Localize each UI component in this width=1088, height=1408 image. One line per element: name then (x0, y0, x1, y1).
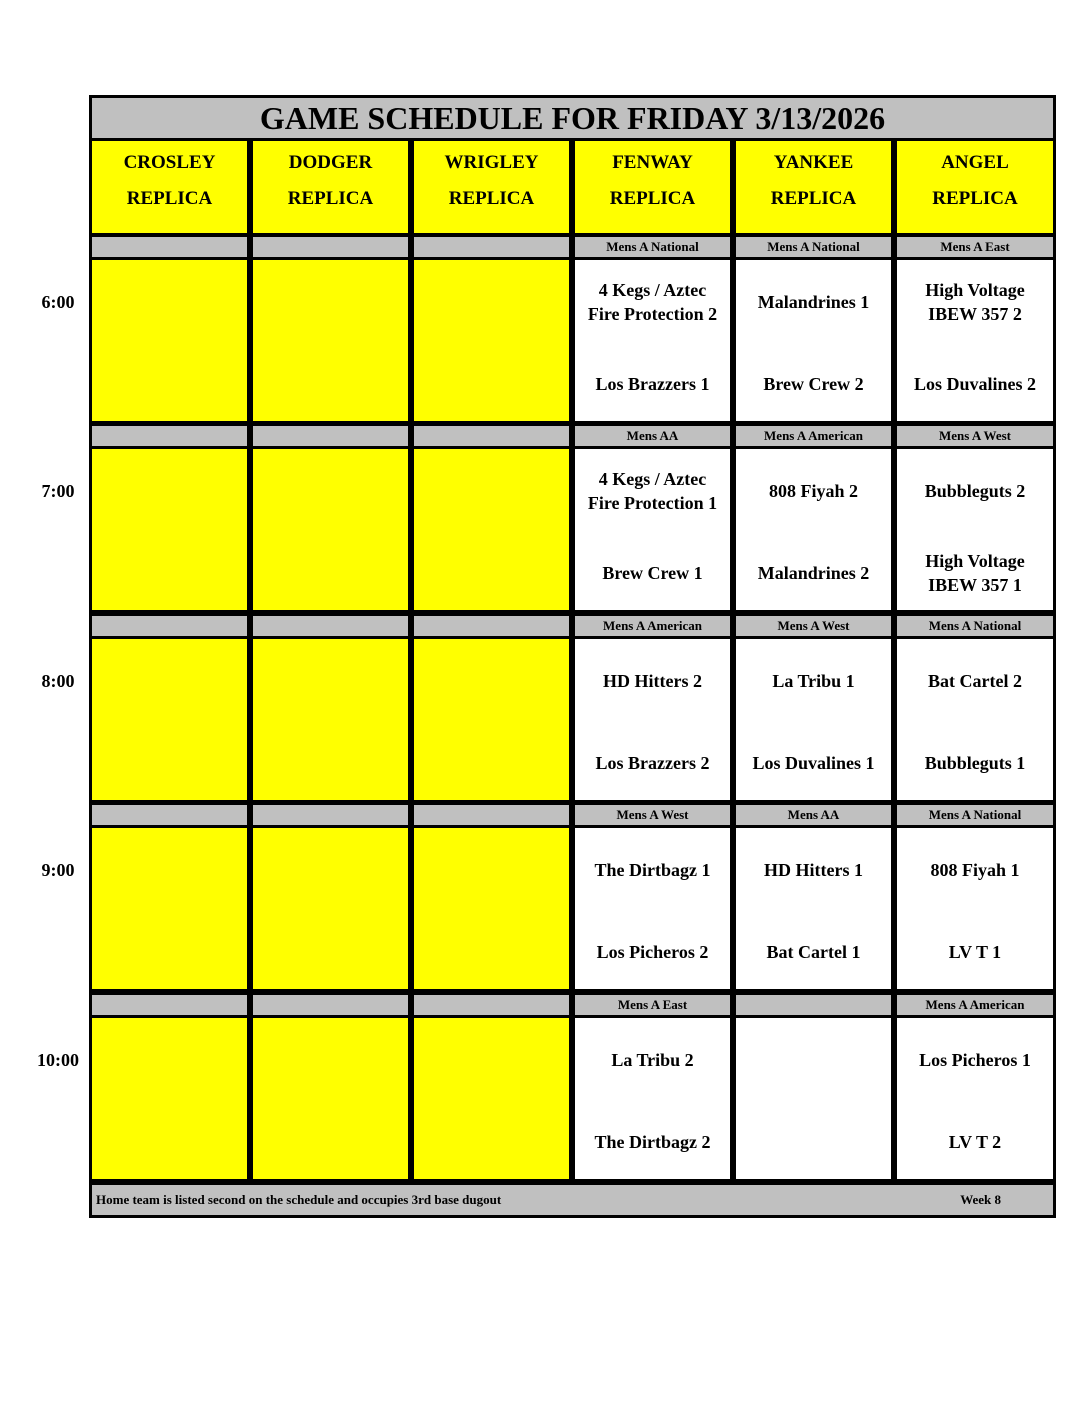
game-cell (575, 449, 730, 610)
away-team: La Tribu 1 (772, 671, 855, 691)
away-team: HD Hitters 1 (764, 860, 863, 880)
division-label (253, 237, 408, 257)
division-label: Mens A West (897, 426, 1053, 446)
game-cell (736, 828, 891, 989)
home-team: Brew Crew 2 (763, 374, 864, 394)
empty-field-slot (253, 260, 408, 421)
away-team: High Voltage IBEW 357 2 (925, 280, 1025, 324)
empty-field-slot (253, 449, 408, 610)
empty-field-slot (414, 449, 569, 610)
division-label (92, 426, 247, 446)
away-team: 808 Fiyah 1 (930, 860, 1020, 880)
empty-field-slot (92, 1018, 247, 1179)
division-label: Mens A West (575, 805, 730, 825)
division-label: Mens AA (736, 805, 891, 825)
away-team: 4 Kegs / Aztec Fire Protection 2 (587, 280, 718, 324)
schedule-title: GAME SCHEDULE FOR FRIDAY 3/13/2026 (92, 98, 1053, 138)
division-label (414, 805, 569, 825)
home-team (736, 1116, 891, 1168)
empty-field-slot (414, 828, 569, 989)
division-label: Mens AA (575, 426, 730, 446)
division-label (92, 805, 247, 825)
division-label: Mens A East (897, 237, 1053, 257)
game-cell (575, 639, 730, 800)
home-team: Los Brazzers 2 (595, 753, 710, 773)
division-label (414, 426, 569, 446)
home-team: LV T 1 (948, 942, 1002, 962)
week-label: Week 8 (960, 1192, 1001, 1207)
home-team: High Voltage IBEW 357 1 (925, 551, 1025, 595)
field-header (897, 141, 1053, 233)
division-label: Mens A National (897, 805, 1053, 825)
field-subtitle: REPLICA (609, 188, 696, 209)
game-cell (575, 828, 730, 989)
field-name: YANKEE (773, 152, 854, 173)
field-name: DODGER (288, 152, 373, 173)
game-cell (897, 639, 1053, 800)
away-team: 4 Kegs / Aztec Fire Protection 1 (587, 469, 718, 513)
field-header (575, 141, 730, 233)
field-name: ANGEL (941, 152, 1009, 173)
empty-field-slot (414, 260, 569, 421)
game-cell (897, 828, 1053, 989)
division-label (253, 426, 408, 446)
home-team: Brew Crew 1 (602, 563, 703, 583)
division-label: Mens A West (736, 616, 891, 636)
home-team: LV T 2 (948, 1132, 1002, 1152)
empty-field-slot (414, 1018, 569, 1179)
division-label: Mens A American (897, 995, 1053, 1015)
home-team: Los Duvalines 1 (752, 753, 875, 773)
division-label: Mens A East (575, 995, 730, 1015)
division-label: Mens A American (736, 426, 891, 446)
away-team: Bat Cartel 2 (928, 671, 1022, 691)
home-team: Bubbleguts 1 (924, 753, 1026, 773)
home-team: Los Duvalines 2 (913, 374, 1037, 394)
game-cell (736, 449, 891, 610)
field-header (414, 141, 569, 233)
division-label (414, 237, 569, 257)
empty-field-slot (92, 260, 247, 421)
footer-bar (92, 1185, 1053, 1215)
home-team: The Dirtbagz 2 (594, 1132, 711, 1152)
field-subtitle: REPLICA (287, 188, 374, 209)
time-label: 7:00 (41, 481, 75, 501)
field-header (253, 141, 408, 233)
field-name: CROSLEY (123, 152, 216, 173)
home-team: Bat Cartel 1 (766, 942, 861, 962)
game-cell (897, 449, 1053, 610)
game-cell (736, 639, 891, 800)
time-label: 9:00 (41, 860, 75, 880)
game-cell (736, 1018, 891, 1179)
game-cell (897, 260, 1053, 421)
empty-field-slot (92, 828, 247, 989)
game-cell (575, 1018, 730, 1179)
division-label (253, 995, 408, 1015)
field-header (92, 141, 247, 233)
game-cell (736, 260, 891, 421)
division-label (414, 995, 569, 1015)
away-team: HD Hitters 2 (603, 671, 702, 691)
field-subtitle: REPLICA (932, 188, 1018, 209)
division-label (92, 237, 247, 257)
footer-note: Home team is listed second on the schedule and occupies 3rd base dugout (96, 1192, 502, 1207)
empty-field-slot (253, 1018, 408, 1179)
away-team: Bubbleguts 2 (924, 481, 1026, 501)
division-label: Mens A National (575, 237, 730, 257)
division-label (253, 805, 408, 825)
time-label: 8:00 (41, 671, 75, 691)
field-header (736, 141, 891, 233)
home-team: Los Brazzers 1 (595, 374, 710, 394)
field-name: FENWAY (612, 152, 693, 173)
empty-field-slot (253, 639, 408, 800)
away-team (736, 1034, 891, 1086)
home-team: Malandrines 2 (757, 563, 870, 583)
time-label: 6:00 (41, 292, 75, 312)
game-cell (575, 260, 730, 421)
division-label: Mens A National (736, 237, 891, 257)
division-label: Mens A National (897, 616, 1053, 636)
away-team: 808 Fiyah 2 (768, 481, 858, 501)
game-cell (897, 1018, 1053, 1179)
empty-field-slot (92, 639, 247, 800)
division-label (253, 616, 408, 636)
schedule-table (89, 95, 1056, 1218)
away-team: La Tribu 2 (611, 1050, 694, 1070)
division-label (92, 995, 247, 1015)
field-subtitle: REPLICA (126, 188, 213, 209)
field-subtitle: REPLICA (770, 188, 857, 209)
time-label: 10:00 (37, 1050, 79, 1070)
division-label (736, 995, 891, 1015)
division-label (414, 616, 569, 636)
away-team: The Dirtbagz 1 (594, 860, 711, 880)
away-team: Los Picheros 1 (919, 1050, 1031, 1070)
division-label (92, 616, 247, 636)
away-team: Malandrines 1 (757, 292, 870, 312)
field-name: WRIGLEY (444, 152, 539, 173)
field-subtitle: REPLICA (448, 188, 535, 209)
division-label: Mens A American (575, 616, 730, 636)
empty-field-slot (253, 828, 408, 989)
home-team: Los Picheros 2 (596, 942, 709, 962)
empty-field-slot (414, 639, 569, 800)
empty-field-slot (92, 449, 247, 610)
